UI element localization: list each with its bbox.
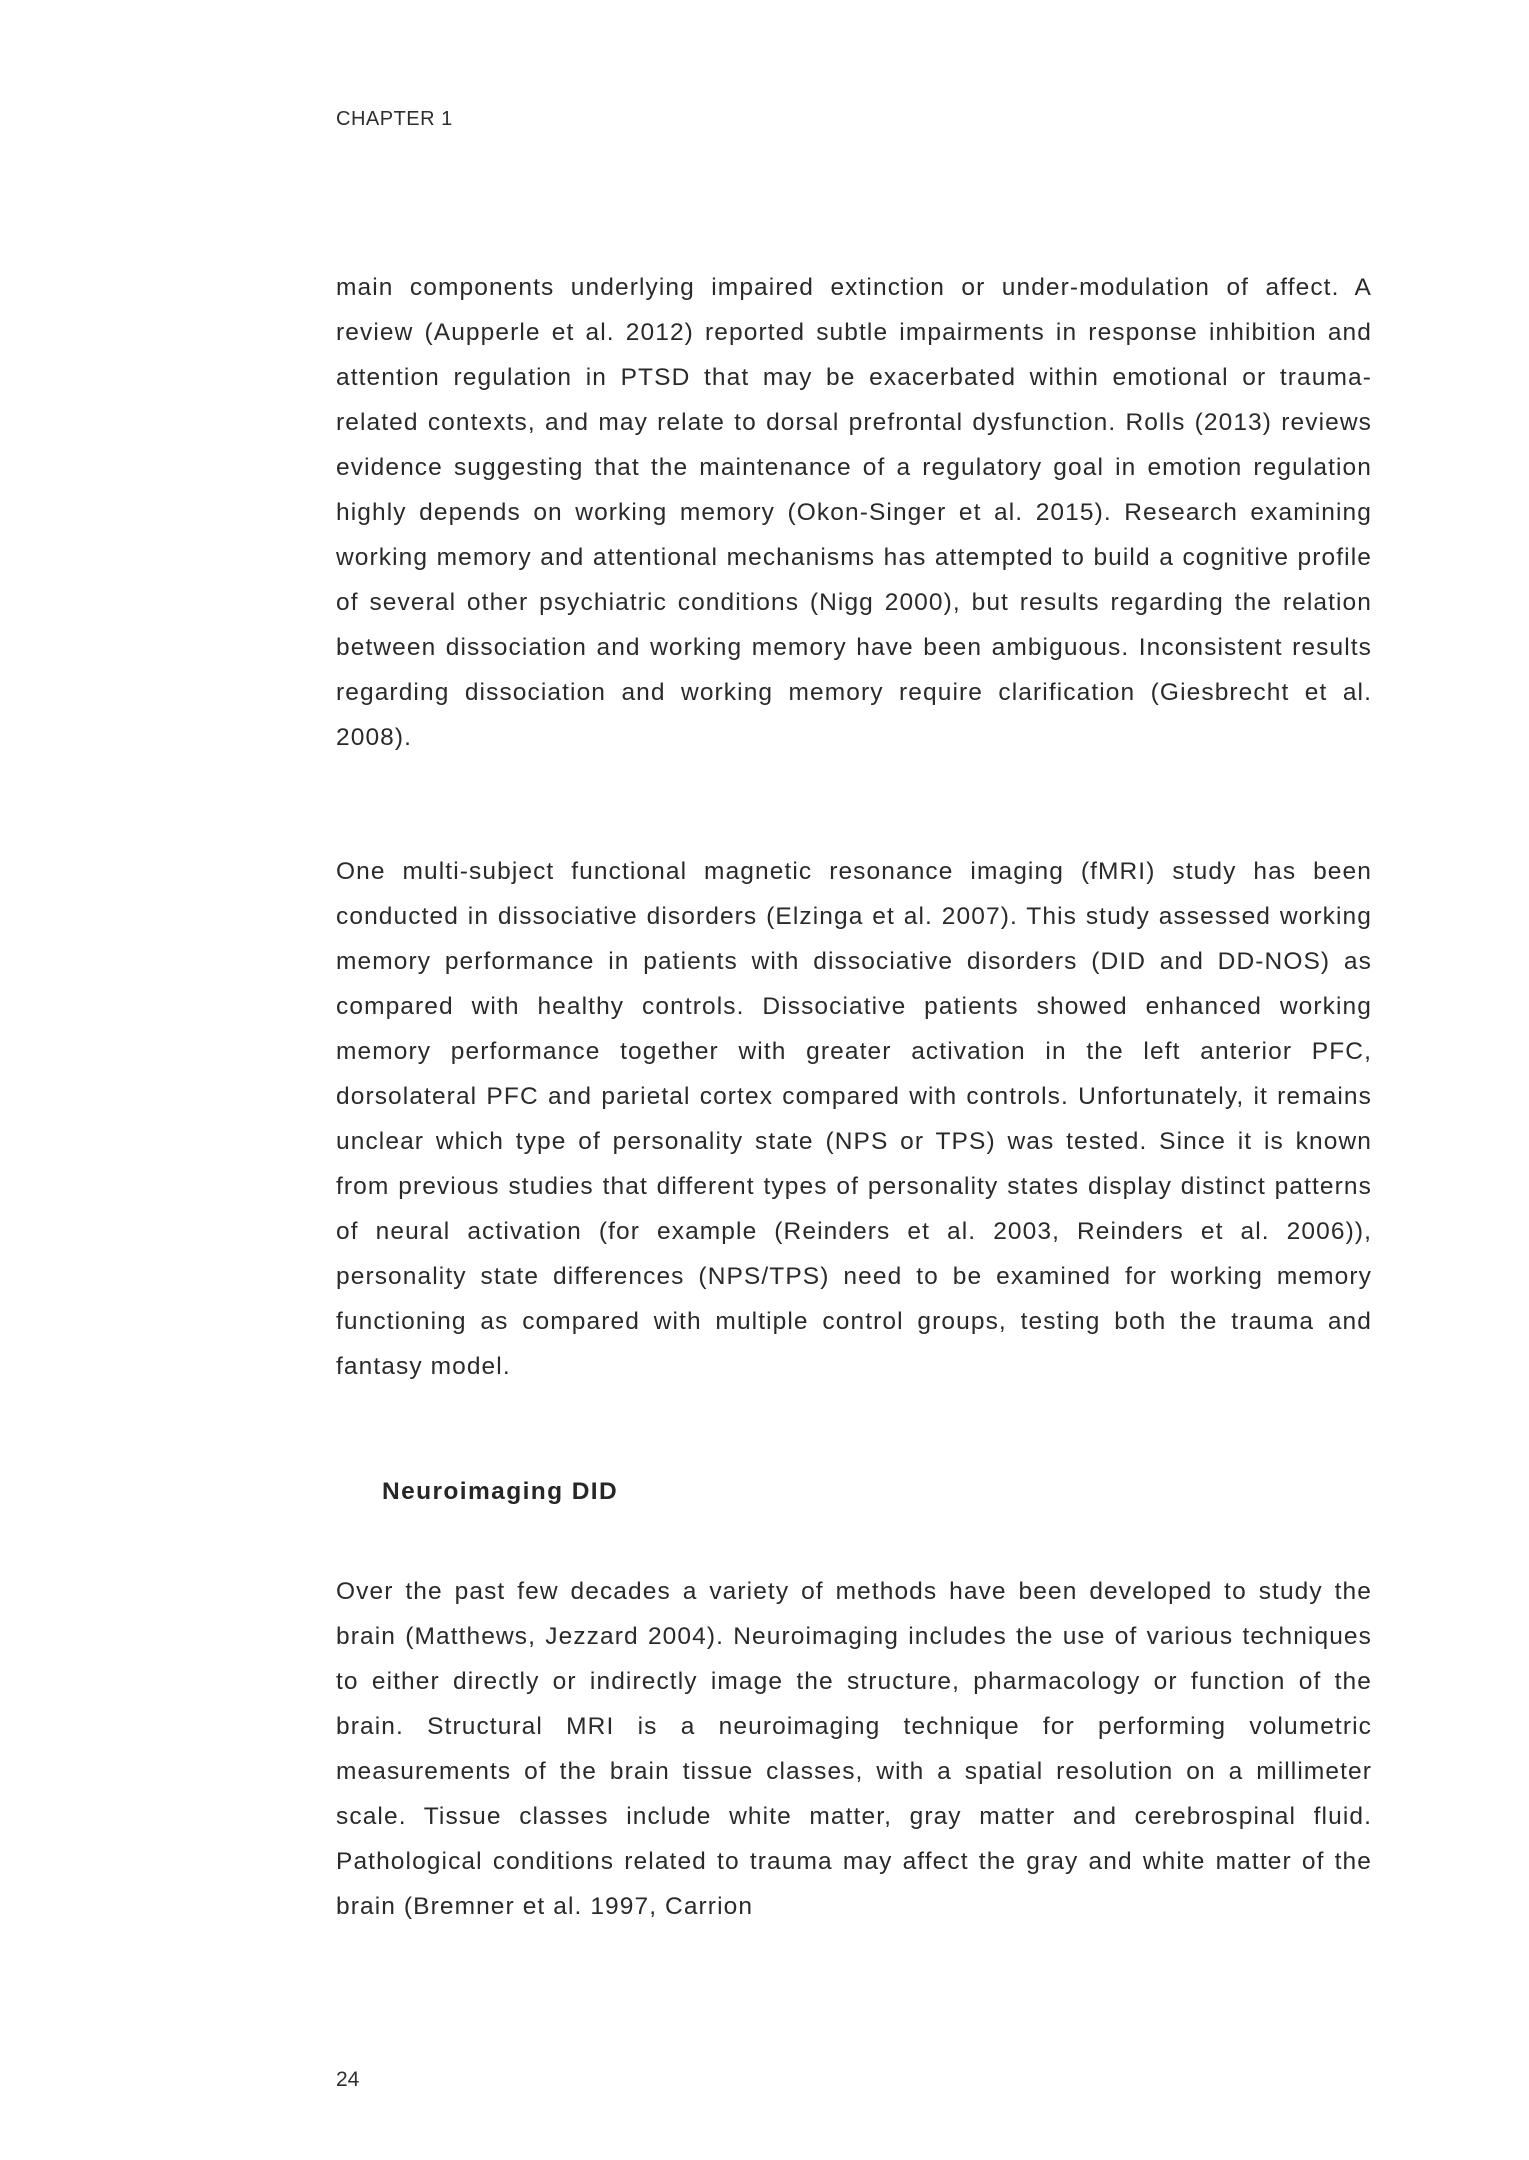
body-paragraph: main components underlying impaired extinction or under-modulation of affect. A review (Aupperle et al. 2012) reported subtle impairments in response inhibition and attention regulation in PTSD that may be exacerbated within emotional or trauma-related contexts, and may relate to dorsal prefrontal dysfunction. Rolls (2013) reviews evidence suggesting that the maintenance of a regulatory goal in emotion regulation highly depends on working memory (Okon-Singer et al. 2015). Research examining working memory and attentional mechanisms has attempted to build a cognitive profile of several other psychiatric conditions (Nigg 2000), but results regarding the relation between dissociation and working memory have been ambiguous. Inconsistent results regarding dissociation and working memory require clarification (Giesbrecht et al. 2008). bbox=[336, 274, 1372, 751]
running-head: CHAPTER 1 bbox=[336, 108, 453, 130]
section-heading: Neuroimaging DID bbox=[382, 1478, 619, 1505]
page-number: 24 bbox=[336, 2068, 360, 2091]
body-paragraph: One multi-subject functional magnetic resonance imaging (fMRI) study has been conducted in dissociative disorders (Elzinga et al. 2007). This study assessed working memory performance in patients with dissociative disorders (DID and DD-NOS) as compared with healthy controls. Dissociative patients showed enhanced working memory performance together with greater activation in the left anterior PFC, dorsolateral PFC and parietal cortex compared with controls. Unfortunately, it remains unclear which type of personality state (NPS or TPS) was tested. Since it is known from previous studies that different types of personality states display distinct patterns of neural activation (for example (Reinders et al. 2003, Reinders et al. 2006)), personality state differences (NPS/TPS) need to be examined for working memory functioning as compared with multiple control groups, testing both the trauma and fantasy model. bbox=[336, 858, 1372, 1380]
body-paragraph: Over the past few decades a variety of methods have been developed to study the brain (Matthews, Jezzard 2004). Neuroimaging includes the use of various techniques to either directly or indirectly image the structure, pharmacology or function of the brain. Structural MRI is a neuroimaging technique for performing volumetric measurements of the brain tissue classes, with a spatial resolution on a millimeter scale. Tissue classes include white matter, gray matter and cerebrospinal fluid. Pathological conditions related to trauma may affect the gray and white matter of the brain (Bremner et al. 1997, Carrion bbox=[336, 1578, 1372, 1920]
